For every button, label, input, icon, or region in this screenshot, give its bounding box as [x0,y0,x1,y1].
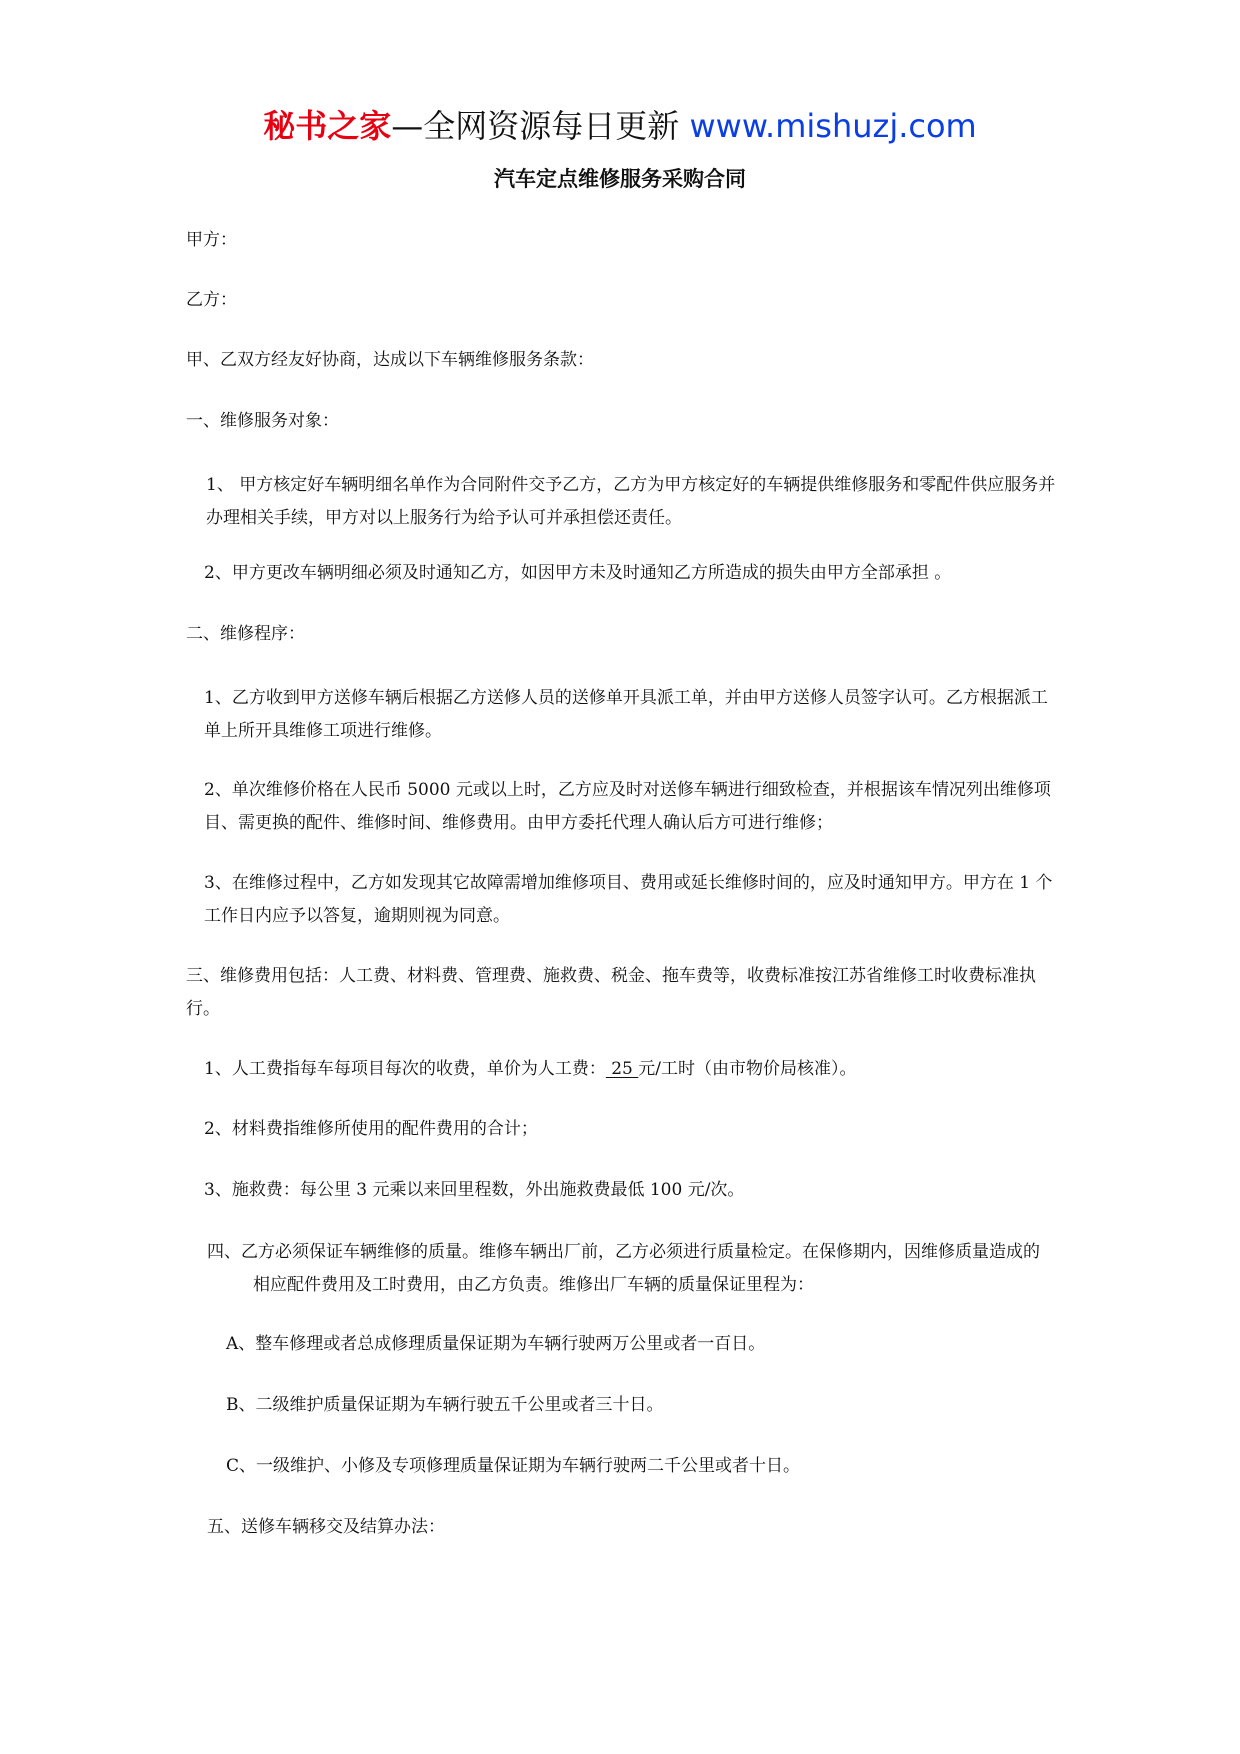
section-2-item-3: 3、在维修过程中，乙方如发现其它故障需增加维修项目、费用或延长维修时间的，应及时通知甲方。甲方在 1 个工作日内应予以答复，逾期则视为同意。 [204,873,1053,926]
section-1-item-1 [206,469,1056,535]
warranty-item-c: C、一级维护、小修及专项修理质量保证期为车辆行驶两二千公里或者十日。 [226,1456,801,1476]
section-2-heading: 二、维修程序： [186,624,305,644]
site-url: www.mishuzj.com [689,107,977,145]
warranty-item-a: A、整车修理或者总成修理质量保证期为车辆行驶两万公里或者一百日。 [226,1334,766,1354]
party-b-line: 乙方： [186,290,237,310]
section-3-item-3: 3、施救费：每公里 3 元乘以来回里程数，外出施救费最低 100 元/次。 [204,1180,745,1200]
labor-rate-value: 25 [605,1059,639,1079]
section-2-item-1: 1、乙方收到甲方送修车辆后根据乙方送修人员的送修单开具派工单，并由甲方送修人员签字认可。乙方根据派工单上所开具维修工项进行维修。 [204,688,1048,741]
brand-name: 秘书之家 [263,107,392,145]
section-3-item-2: 2、材料费指维修所使用的配件费用的合计； [204,1119,538,1139]
section-3-heading: 三、维修费用包括：人工费、材料费、管理费、施救费、税金、拖车费等，收费标准按江苏省维修工时收费标准执行。 [186,966,1036,1019]
document-title: 汽车定点维修服务采购合同 [494,166,746,191]
section-1-item-1-text: 1、 甲方核定好车辆明细名单作为合同附件交予乙方，乙方为甲方核定好的车辆提供维修服务和零配件供应服务并办理相关手续，甲方对以上服务行为给予认可并承担偿还责任。 [206,475,1056,528]
section-5-heading: 五、送修车辆移交及结算办法： [207,1517,445,1537]
intro-paragraph: 甲、乙双方经友好协商，达成以下车辆维修服务条款： [186,350,594,370]
warranty-item-b: B、二级维护质量保证期为车辆行驶五千公里或者三十日。 [226,1395,664,1415]
labor-fee-text: 1、人工费指每车每项目每次的收费，单价为人工费： [204,1059,606,1079]
section-4-heading: 四、乙方必须保证车辆维修的质量。维修车辆出厂前，乙方必须进行质量检定。在保修期内，因维修质量造成的相应配件费用及工时费用，由乙方负责。维修出厂车辆的质量保证里程为： [207,1242,1040,1295]
site-banner [0,104,1240,148]
labor-fee-unit: 元/工时（由市物价局核准）。 [638,1059,857,1079]
section-3-item-1 [204,1053,1056,1086]
section-1-item-2: 2、甲方更改车辆明细必须及时通知乙方，如因甲方未及时通知乙方所造成的损失由甲方全部承担 。 [204,563,952,583]
banner-tagline: —全网资源每日更新 [391,107,690,145]
section-2-item-2: 2、单次维修价格在人民币 5000 元或以上时，乙方应及时对送修车辆进行细致检查，并根据该车情况列出维修项目、需更换的配件、维修时间、维修费用。由甲方委托代理人确认后方可进行维修； [204,780,1051,833]
section-1-heading: 一、维修服务对象： [186,411,339,431]
party-a-line: 甲方： [186,230,237,250]
